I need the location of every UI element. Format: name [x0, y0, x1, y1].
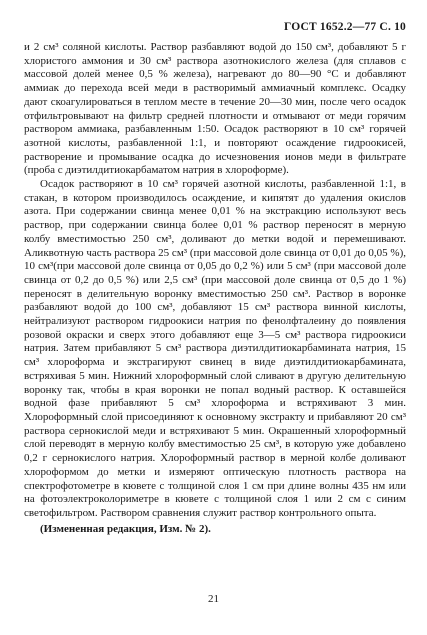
document-body: [24, 41, 406, 536]
page-header: ГОСТ 1652.2—77 С. 10: [283, 21, 406, 33]
paragraph-continuation: и 2 см³ соляной кислоты. Раствор разбавляют водой до 150 см³, добавляют 5 г хлористого аммония и 30 см³ раствора азотнокислого железа (для сплавов с массовой долей менее 0,5 % железа), нагревают до 80—90 °С и добавляют аммиак до перехода всей меди в растворимый аммиачный комплекс. Осадку дают скоагулироваться в теплом месте в течение 20—30 мин, после чего осадок отфильтровывают на фильтр средней плотности и отмывают от меди горячим раствором аммиака, разбавленным 1:50. Осадок растворяют в 10 см³ горячей азотной кислоты, разбавленной 1:1, и повторяют осаждение гидроокисей, растворение и промывание осадка до исчезновения ионов меди в фильтрате (проба с диэтилдитиокарбаматом натрия в хлороформе).: [24, 41, 406, 177]
amendment-note: (Измененная редакция, Изм. № 2).: [40, 522, 211, 535]
page-number: 21: [208, 593, 219, 605]
paragraph-procedure: Осадок растворяют в 10 см³ горячей азотной кислоты, разбавленной 1:1, в стакан, в котором производилось осаждение, и кипятят до удаления окислов азота. При содержании свинца менее 0,01 % на экстракцию используют весь раствор, при содержании свинца более 0,01 % раствор переносят в мерную колбу вместимостью 250 см³, доливают до метки водой и перемешивают. Аликвотную часть раствора 25 см³ (при массовой доле свинца от 0,01 до 0,05 %), 10 см³(при массовой доле свинца от 0,05 до 0,2 %) или 5 см³ (при массовой доле свинца от 0,2 до 0,5 %) или 2,5 см³ (при массовой доле свинца от 0,5 до 1 %) переносят в делительную воронку вместимостью 250 см³. Раствор в воронке разбавляют водой до 100 см³, добавляют 15 см³ раствора винной кислоты, нейтрализуют раствором гидроокиси натрия по фенолфталеину до появления розовой окраски и сверх этого добавляют еще 3—5 см³ раствора гидроокиси натрия. Затем прибавляют 5 см³ раствора диэтилдитиокарбамината натрия, 15 см³ хлороформа и экстрагируют свинец в виде диэтилдитиокарбамината, встряхивая 5 мин. Нижний хлороформный слой сливают в другую делительную воронку так, чтобы в края воронки не попал водный раствор. К оставшейся водной фазе прибавляют 5 см³ хлороформа и встряхивают 3 мин. Хлороформный слой присоединяют к основному экстракту и прибавляют 20 см³ раствора сернокислой меди и встряхивают 5 мин. Окрашенный хлороформный слой переводят в мерную колбу вместимостью 25 см³, в которую уже добавлено 0,2 г сернокислого натрия. Хлороформный раствор в мерной колбе доливают хлороформом до метки и измеряют оптическую плотность раствора на спектрофотометре в кювете с толщиной слоя 1 см при длине волны 435 нм или на фотоэлектроколориметре в кювете с толщиной слоя 1 или 2 см с синим светофильтром. Раствором сравнения служит раствор контрольного опыта.: [24, 178, 406, 519]
